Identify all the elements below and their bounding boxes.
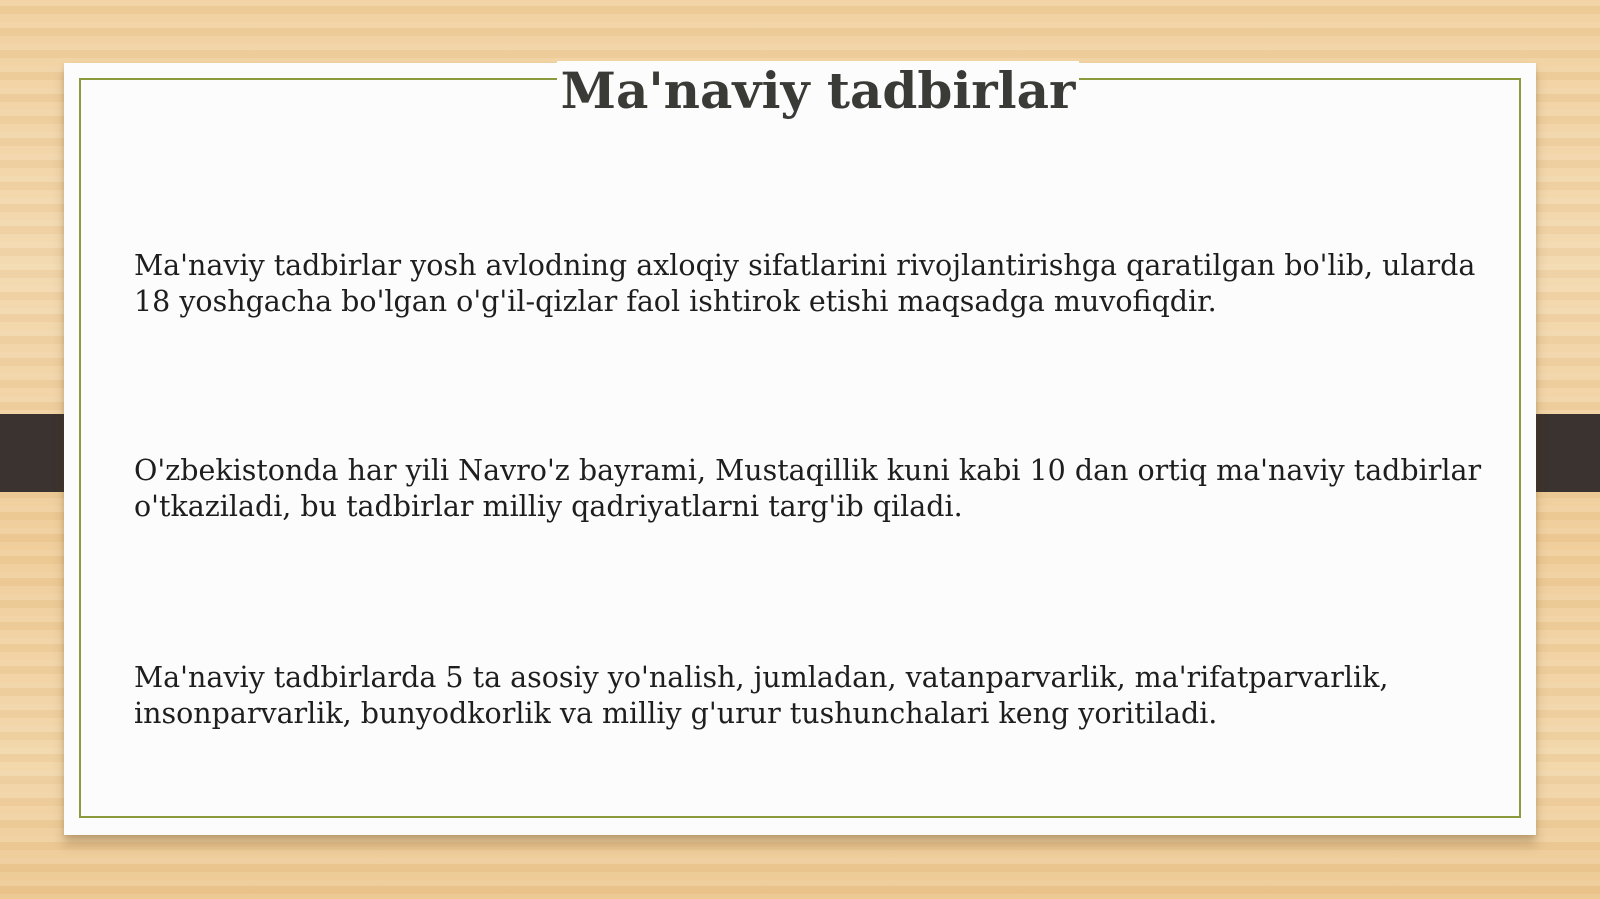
slide-title: Ma'naviy tadbirlar	[557, 61, 1080, 120]
paragraph-3: Ma'naviy tadbirlarda 5 ta asosiy yo'nalish, jumladan, vatanparvarlik, ma'rifatparvarlik, insonparvarlik, bunyodkorlik va milliy g'urur tushunchalari keng yoritiladi.	[134, 661, 1389, 730]
slide-card	[64, 63, 1536, 835]
slide-title-container	[64, 63, 1536, 119]
paragraph-1: Ma'naviy tadbirlar yosh avlodning axloqiy sifatlarini rivojlantirishga qaratilgan bo'lib, ularda 18 yoshgacha bo'lgan o'g'il-qizlar faol ishtirok etishi maqsadga muvofiqdir.	[134, 249, 1476, 318]
paragraph-2: O'zbekistonda har yili Navro'z bayrami, Mustaqillik kuni kabi 10 dan ortiq ma'naviy tadbirlar o'tkaziladi, bu tadbirlar milliy qadriyatlarni targ'ib qiladi.	[134, 454, 1482, 523]
